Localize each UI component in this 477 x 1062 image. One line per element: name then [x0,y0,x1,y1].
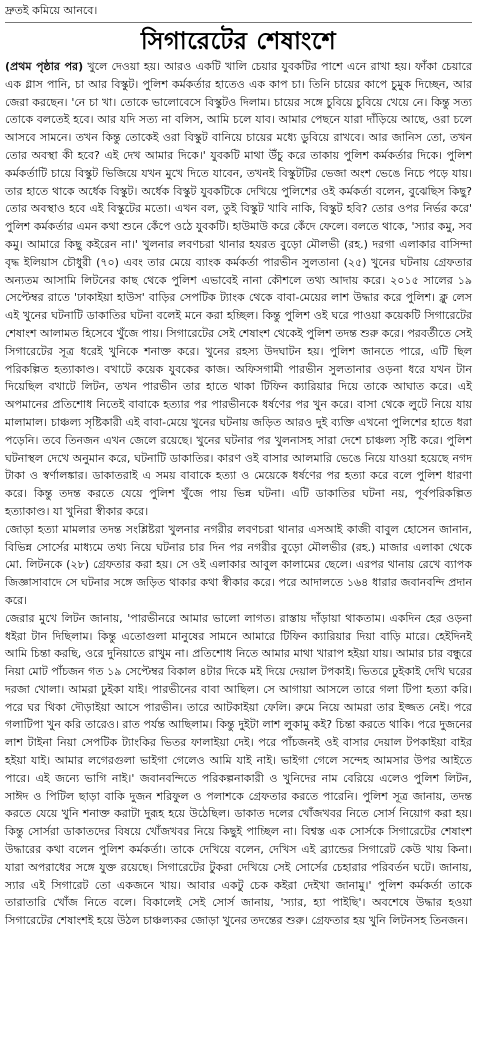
article-paragraph-1 [5,58,472,521]
article-paragraph-2: জোড়া হত্যা মামলার তদন্ত সংশ্লিষ্টরা খুলনার নগরীর লবণচরা থানার এসআই কাজী বাবুল হোসেন জানান, বিভিন্ন সোর্সের মাধ্যমে তথ্য নিয়ে ঘটনার চার দিন পর নগরীর বুড়ো মৌলভীর (রহ.) মাজার এলাকা থেকে মো. লিটনকে (২৮) গ্রেফতার করা হয়। সে ওই এলাকার আবুল কালামের ছেলে। এরপর থানায় রেখে ব্যাপক জিজ্ঞাসাবাদে সে ঘটনার সঙ্গে জড়িত থাকার কথা স্বীকার করে। পরে আদালতে ১৬৪ ধারার জবানবন্দি প্রদান করে। [5,522,472,607]
article-headline: সিগারেটের শেষাংশে [140,26,337,55]
article-body [5,58,472,930]
article-paragraph-3: জেরার মুখে লিটন জানায়, 'পারভীনরে আমার ভালো লাগত। রাস্তায় দাঁড়ায়া থাকতাম। একদিন হের ওড়না ধইরা টান দিছিলাম। কিন্তু এতোগুলা মানুষের সামনে আমারে টিফিন ক্যারিয়ার দিয়া বাড়ি মারে। হেইদিনই আমি চিন্তা করছি, ওরে দুনিয়াতে রাখুম না। প্রতিশোধ নিতে আমার মাথা খারাপ হইয়া যায়। আমার চার বন্ধুরে নিয়া মোট পাঁচজন গত ১৯ সেপ্টেম্বর বিকাল ৪টার দিকে মই দিয়ে দেয়াল টপকাই। ভিতরে ঢুইকাই দেখি ঘরের দরজা খোলা। আমরা ঢুইকা যাই। পারভীনের বাবা আছিল। সে আগায়া আসলে তারে গলা টিপা হত্যা করি। পরে ঘর থিকা দৌড়াইয়া আসে পারভীন। তারে আটকাইয়া ফেলি। রুমে নিয়ে আমরা তার ইজ্জত নেই। পরে গলাটিপা খুন করি তারেও। রাত পর্যন্ত আছিলাম। কিন্তু দুইটা লাশ লুকামু কই? চিন্তা করতে থাকি। পরে দুজনের লাশ টাইনা নিয়া সেপটিক ট্যাংকির ভিতর ফালাইয়া দেই। পরে পাঁচজনই ওই বাসার দেয়াল টপকাইয়া বাইর হইয়া যাই। আমার লগেরগুলা ভাইগা গেলেও আমি যাই নাই। ভাইগা গেলে সন্দেহ আমসার উপর আইতে পারে। এই জন্যে ভাগি নাই।' জবানবন্দিতে পরিকল্পনাকারী ও খুনিদের নাম বেরিয়ে এলেও পুলিশ লিটন, সাঈদ ও পিটিল ছাড়া বাকি দুজন শরিফুল ও পলাশকে গ্রেফতার করতে পারেনি। পুলিশ সূত্র জানায়, তদন্ত করতে যেয়ে খুনি শনাক্ত করাটা দুরূহ হয়ে উঠেছিল। ডাকাত দলের খোঁজখবর নিতে সোর্স নিয়োগ করা হয়। কিন্তু সোর্সরা ডাকাতদের বিষয়ে খোঁজখবর নিয়ে কিছুই পাচ্ছিল না। বিশ্বস্ত এক সোর্সকে সিগারেটের শেষাংশ উদ্ধারের কথা বলেন পুলিশ কর্মকর্তা। তাকে দেখিয়ে বলেন, দেখিস এই ব্র্যান্ডের সিগারেট কেউ খায় কিনা। যারা অপরাধের সঙ্গে যুক্ত রয়েছে। সিগারেটের টুকরা দেখিয়ে সেই সোর্সের চেহারার পরিবর্তন ঘটে। জানায়, স্যার এই সিগারেট তো একজনে খায়। আবার একটু চেক কইরা দেইখা জানামু।' পুলিশ কর্মকর্তা তাকে তারাতারি খোঁজ নিতে বলে। বিকালেই সেই সোর্স জানায়, 'স্যার, হ্যা পাইছি'। অবশেষে উদ্ধার হওয়া সিগারেটের শেষাংশই হয়ে উঠল চাঞ্চল্যকর জোড়া খুনের তদন্তের শুরু। গ্রেফতার হয় খুনি লিটনসহ তিনজন। [5,611,472,928]
continuation-label: (প্রথম পৃষ্ঠার পর) [5,60,84,73]
previous-article-tail: দ্রুতই কমিয়ে আনবে। [5,0,472,23]
headline-container [5,23,472,58]
paragraph-text-1: খুলে দেওয়া হয়। আরও একটি খালি চেয়ার যুবকটির পাশে এনে রাখা হয়। ফাঁকা চেয়ারে এক গ্লাস পানি, চা আর বিস্কুট। পুলিশ কর্মকর্তার হাতেও এক কাপ চা। তিনি চায়ের কাপে চুমুক দিচ্ছেন, আর জেরা করছেন। 'নে চা খা। তোকে ভালোবেসে বিস্কুটও দিলাম। চায়ের সঙ্গে চুবিয়ে চুবিয়ে খেয়ে নে। কিন্তু সত্য তোকে বলতেই হবে। আর যদি সত্য না বলিস, আমি চলে যাব। আমার পেছনে যারা দাঁড়িয়ে আছে, ওরা চলে আসবে সামনে। তখন কিন্তু তোকেই ওরা বিস্কুট বানিয়ে চায়ের মধ্যে ডুবিয়ে রাখবে। আর জানিস তো, তখন তোর অবস্থা কী হবে? এই দেখ আমার দিকে।' যুবকটি মাথা উঁচু করে তাকায় পুলিশ কর্মকর্তার দিকে। পুলিশ কর্মকর্তাটি চায়ে বিস্কুট ভিজিয়ে যখন মুখে দিতে যাবেন, তখনই বিস্কুটটির ভেজা অংশ ভেঙে নিচে পড়ে যায়। তার হাতে থাকে অর্ধেক বিস্কুট। অর্ধেক বিস্কুট যুবকটিকে দেখিয়ে পুলিশের ওই কর্মকর্তা বলেন, বুঝেছিস কিছু? তোর অবস্থাও হবে এই বিস্কুটের মতো। এখন বল, তুই বিস্কুট খাবি নাকি, বিস্কুট হবি? তোর ওপর নির্ভর করে' পুলিশ কর্মকর্তার এমন কথা শুনে কেঁপে ওঠে যুবকটি। হাউমাউ করে কেঁদে ফেলে। বলতে থাকে, 'স্যার কমু, সব কমু। আমারে কিছু কইরেন না।' খুলনার লবণচরা থানার হযরত বুড়ো মৌলভী (রহ.) দরগা এলাকার বাসিন্দা বৃদ্ধ ইলিয়াস চৌধুরী (৭০) এবং তার মেয়ে ব্যাংক কর্মকর্তা পারভীন সুলতানা (২৫) খুনের ঘটনায় গ্রেফতার অন্যতম আসামি লিটনের কাছ থেকে পুলিশ এভাবেই নানা কৌশলে তথ্য আদায় করে। ২০১৫ সালের ১৯ সেপ্টেম্বর রাতে 'ঢাকাইয়া হাউস' বাড়ির সেপটিক ট্যাংক থেকে বাবা-মেয়ের লাশ উদ্ধার করে পুলিশ। ক্লু লেস এই খুনের ঘটনাটি ডাকাতির ঘটনা বলেই মনে করা হচ্ছিল। কিন্তু পুলিশ ওই ঘরে পাওয়া কয়েকটি সিগারেটের শেষাংশ আলামত হিসেবে খুঁজে পায়। সিগারেটের সেই শেষাংশ থেকেই পুলিশ তদন্ত শুরু করে। পরবর্তীতে সেই সিগারেটের সূত্র ধরেই খুনিকে শনাক্ত করে। খুনের রহস্য উদঘাটন হয়। পুলিশ জানতে পারে, এটি ছিল পরিকল্পিত হত্যাকাণ্ড। বখাটে কয়েক যুবকের কাজ। অফিসগামী পারভীন সুলতানার ওড়না ধরে যখন টান দিয়েছিল বখাটে লিটন, তখন পারভীন তার হাতে থাকা টিফিন ক্যারিয়ার দিয়ে তাকে আঘাত করে। এই অপমানের প্রতিশোধ নিতেই বাবাকে হত্যার পর পারভীনকে ধর্ষণের পর খুন করে। বাসা থেকে লুটে নিয়ে যায় মালামাল। চাঞ্চল্য সৃষ্টিকারী এই বাবা-মেয়ে খুনের ঘটনায় জড়িত আরও দুই ব্যক্তি এখনো পুলিশের হাতে ধরা পড়েনি। তবে তিনজন এখন জেলে রয়েছে। খুনের ঘটনার পর খুলনাসহ সারা দেশে চাঞ্চল্য সৃষ্টি করে। পুলিশ ঘটনাস্থল দেখে অনুমান করে, ঘটনাটি ডাকাতির। কারণ ওই বাসার আলমারি ভেঙে নিয়ে যাওয়া হয়েছে নগদ টাকা ও স্বর্ণালঙ্কার। ডাকাতরাই এ সময় বাবাকে হত্যা ও মেয়েকে ধর্ষণের পর হত্যা করে বলে পুলিশ ধারণা করে। কিন্তু তদন্ত করতে যেয়ে পুলিশ খুঁজে পায় ভিন্ন ঘটনা। এটি ডাকাতির ঘটনা নয়, পূর্বপরিকল্পিত হত্যাকাণ্ড। যা খুনিরা স্বীকার করে। [5,60,472,518]
